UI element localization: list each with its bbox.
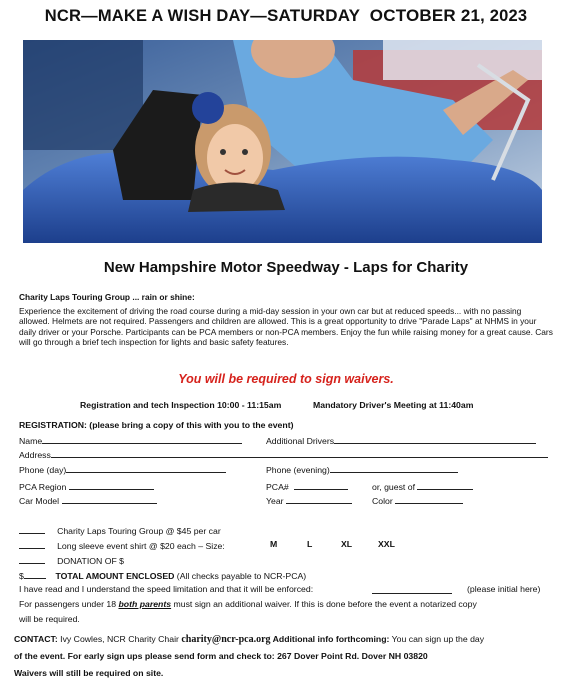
phone-evening-input-line[interactable] [330, 463, 458, 473]
contact-email[interactable]: charity@ncr-pca.org [181, 634, 271, 645]
contact-person: Ivy Cowles, NCR Charity Chair [57, 634, 182, 644]
donation-line[interactable] [19, 554, 45, 564]
car-model-label: Car Model [19, 496, 60, 506]
size-m[interactable]: M [270, 539, 278, 549]
contact-line [14, 634, 484, 645]
contact-info: Additional info forthcoming: [270, 634, 390, 644]
year-label: Year [266, 496, 284, 506]
race-car-photo-art [23, 40, 542, 243]
initial-label: (please initial here) [467, 584, 541, 594]
additional-drivers-label: Additional Drivers [266, 436, 335, 446]
name-field[interactable] [19, 434, 242, 446]
shirt-qty-line[interactable] [19, 539, 45, 549]
pca-region-input-line[interactable] [69, 480, 154, 490]
phone-evening-field[interactable] [266, 463, 458, 475]
color-input-line[interactable] [395, 494, 463, 504]
waiver-notice: You will be required to sign waivers. [178, 372, 394, 386]
color-label: Color [372, 496, 393, 506]
intro-body: Experience the excitement of driving the road course during a mid-day session in your own car but at reduced speeds... with no passing allowed. Helmets are not required. Passengers and children are allowed. This is a great opportunity to drive "Parade Laps" at NHMS in your daily driver or your Porsche. Participants can be PCA members or non-PCA members. Enjoy the fun while raising money for a great cause. Cars will go through a brief tech inspection for lights and basic safety features. [19, 306, 553, 348]
registration-heading: REGISTRATION: (please bring a copy of this with you to the event) [19, 420, 294, 430]
address-input-line[interactable] [51, 448, 548, 458]
minors-prefix: For passengers under 18 [19, 599, 119, 609]
total-note: (All checks payable to NCR-PCA) [174, 571, 307, 581]
total-label: TOTAL AMOUNT ENCLOSED [55, 571, 175, 581]
contact-label: CONTACT: [14, 634, 58, 644]
minors-line2: will be required. [19, 614, 80, 624]
title-year: , 2023 [480, 7, 528, 25]
address-label: Address [19, 450, 51, 460]
total-option[interactable] [19, 569, 306, 581]
guest-of-label: or, guest of [372, 482, 415, 492]
pca-region-label: PCA Region [19, 482, 67, 492]
additional-drivers-field[interactable] [266, 434, 536, 446]
venue-title: New Hampshire Motor Speedway - Laps for Charity [103, 259, 469, 276]
intro-heading: Charity Laps Touring Group ... rain or shine: [19, 292, 195, 302]
size-l[interactable]: L [307, 539, 313, 549]
title-date: OCTOBER 21 [369, 6, 481, 25]
guest-of-input-line[interactable] [417, 480, 473, 490]
contact-signup: You can sign up the day [389, 634, 485, 644]
initial-line[interactable] [372, 584, 452, 594]
size-xxl[interactable]: XXL [378, 539, 395, 549]
address-field[interactable] [19, 448, 548, 460]
phone-day-label: Phone (day) [19, 465, 67, 475]
pca-number-label: PCA# [266, 482, 289, 492]
guest-of-field[interactable] [372, 480, 473, 492]
speed-agreement: I have read and I understand the speed limitation and that it will be enforced: [19, 584, 314, 594]
pca-region-field[interactable] [19, 480, 154, 492]
name-label: Name [19, 436, 43, 446]
laps-qty-line[interactable] [19, 524, 45, 534]
additional-drivers-input-line[interactable] [334, 434, 536, 444]
laps-label: Charity Laps Touring Group @ $45 per car [57, 526, 221, 536]
minors-emphasis: both parents [118, 599, 172, 609]
title-day: SATURDAY [266, 6, 361, 25]
phone-evening-label: Phone (evening) [266, 465, 330, 475]
total-line[interactable] [24, 569, 46, 579]
contact-line2: of the event. For early sign ups please send form and check to: 267 Dover Point Rd. Dover NH 03820 [14, 651, 428, 661]
size-xl[interactable]: XL [341, 539, 353, 549]
car-model-field[interactable] [19, 494, 157, 506]
page-title [0, 6, 572, 26]
year-input-line[interactable] [286, 494, 352, 504]
title-prefix: NCR—MAKE A WISH DAY— [44, 7, 267, 25]
pca-number-field[interactable] [266, 480, 348, 492]
phone-day-input-line[interactable] [66, 463, 226, 473]
donation-option[interactable] [19, 554, 124, 566]
car-model-input-line[interactable] [62, 494, 157, 504]
minors-suffix: must sign an additional waiver. If this is done before the event a notarized copy [171, 599, 477, 609]
phone-day-field[interactable] [19, 463, 226, 475]
schedule-meeting: Mandatory Driver's Meeting at 11:40am [313, 400, 474, 410]
laps-option[interactable] [19, 524, 221, 536]
schedule-registration: Registration and tech Inspection 10:00 - 11:15am [80, 400, 282, 410]
shirt-label: Long sleeve event shirt @ $20 each – Size: [57, 541, 225, 551]
shirt-option[interactable] [19, 539, 225, 551]
total-prefix: $ [19, 571, 24, 581]
donation-label: DONATION OF $ [57, 556, 125, 566]
minors-note [19, 599, 477, 609]
race-car-photo [23, 40, 542, 243]
color-field[interactable] [372, 494, 463, 506]
year-field[interactable] [266, 494, 352, 506]
pca-number-input-line[interactable] [294, 480, 348, 490]
contact-line3: Waivers will still be required on site. [14, 668, 164, 678]
name-input-line[interactable] [42, 434, 242, 444]
